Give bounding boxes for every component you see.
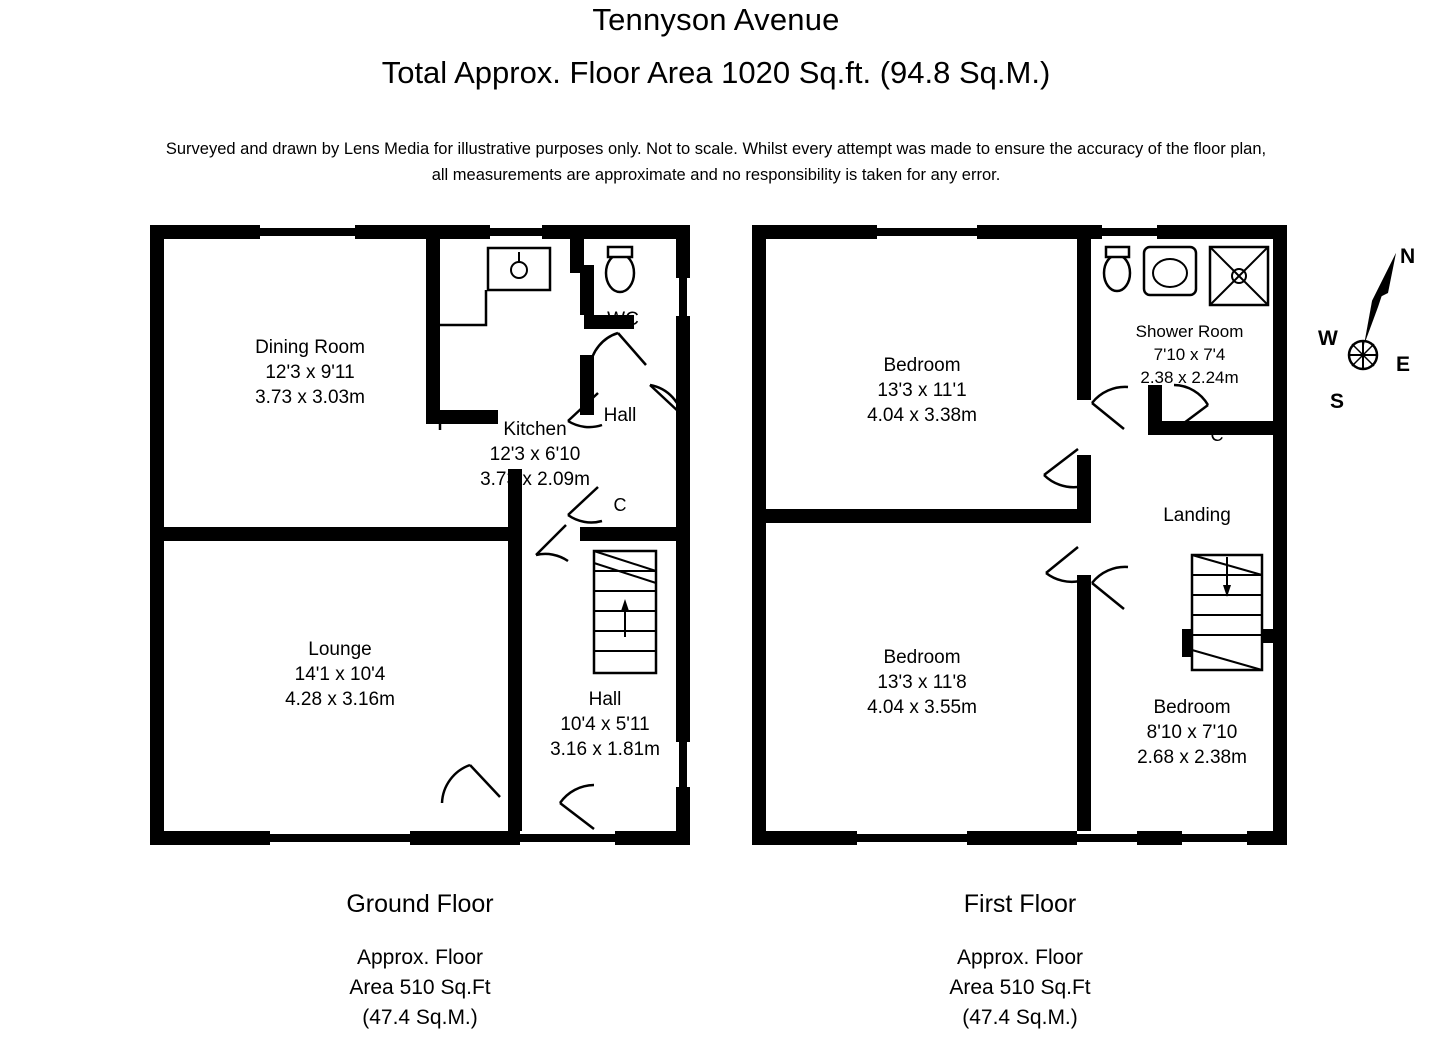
ground-floor-area-line-1: Approx. Floor: [356, 946, 484, 969]
compass-west-label: W: [1318, 327, 1338, 350]
compass-east-label: E: [1396, 353, 1411, 376]
bedroom-2-name: Bedroom: [883, 647, 961, 668]
kitchen-worktop: [440, 290, 486, 325]
wc-name: WC: [607, 309, 639, 330]
bedroom-3-name: Bedroom: [1153, 697, 1231, 718]
first-floor-area-line-1: Approx. Floor: [956, 946, 1084, 969]
dining-room-name: Dining Room: [255, 337, 365, 358]
shower-room-metric: 2.38 x 2.24m: [1140, 368, 1239, 387]
ground-floor-area-line-2: Area 510 Sq.Ft: [349, 976, 491, 999]
disclaimer-line-1: Surveyed and drawn by Lens Media for illustrative purposes only. Not to scale. Whilst every attempt was made to ensure the accuracy of the floor plan,: [165, 140, 1267, 158]
lounge-metric: 4.28 x 3.16m: [285, 689, 395, 710]
ff-door-swings: [1044, 385, 1208, 609]
ground-floor-area: [220, 943, 620, 1033]
shower-room-imperial: 7'10 x 7'4: [1153, 345, 1226, 364]
room-label-bedroom-3: [1097, 695, 1287, 770]
page-title: Tennyson Avenue: [592, 2, 840, 37]
room-label-hall-upper: [570, 403, 670, 428]
toilet-icon: [606, 254, 634, 292]
kitchen-metric: 3.73 x 2.09m: [480, 469, 590, 490]
dining-room-imperial: 12'3 x 9'11: [265, 362, 355, 383]
room-label-shower-room: [1082, 320, 1297, 389]
kitchen-name: Kitchen: [503, 419, 567, 440]
lounge-imperial: 14'1 x 10'4: [294, 664, 386, 685]
room-label-kitchen: [445, 417, 625, 492]
kitchen-imperial: 12'3 x 6'10: [489, 444, 581, 465]
compass-rose: [1318, 245, 1428, 413]
bedroom-3-imperial: 8'10 x 7'10: [1146, 722, 1238, 743]
cupboard-ground-name: C: [613, 495, 627, 515]
room-label-landing: [1122, 503, 1272, 528]
first-floor-area: [820, 943, 1220, 1033]
cupboard-first-name: C: [1210, 425, 1224, 445]
room-label-bedroom-2: [797, 645, 1047, 720]
disclaimer: [0, 136, 1432, 188]
lounge-name: Lounge: [308, 639, 372, 660]
shower-room-name: Shower Room: [1135, 322, 1244, 341]
hall-lower-metric: 3.16 x 1.81m: [550, 739, 660, 760]
bedroom-1-name: Bedroom: [883, 355, 961, 376]
room-label-hall-lower: [520, 687, 690, 762]
first-floor-plan: [752, 225, 1297, 850]
dining-room-metric: 3.73 x 3.03m: [255, 387, 365, 408]
total-area-subtitle: Total Approx. Floor Area 1020 Sq.ft. (94.8 Sq.M.): [381, 55, 1051, 90]
ground-floor-caption: Ground Floor: [346, 890, 494, 918]
first-floor-area-line-2: Area 510 Sq.Ft: [949, 976, 1091, 999]
compass-north-label: N: [1400, 245, 1416, 268]
room-label-cupboard-ground: [600, 493, 640, 518]
room-label-bedroom-1: [797, 353, 1047, 428]
landing-name: Landing: [1163, 505, 1231, 526]
disclaimer-line-2: all measurements are approximate and no responsibility is taken for any error.: [431, 166, 1001, 184]
bedroom-2-metric: 4.04 x 3.55m: [867, 697, 977, 718]
compass-south-label: S: [1330, 390, 1345, 413]
first-floor-caption: First Floor: [963, 890, 1077, 918]
bedroom-3-metric: 2.68 x 2.38m: [1137, 747, 1247, 768]
bedroom-2-imperial: 13'3 x 11'8: [877, 672, 967, 693]
room-label-dining-room: [205, 335, 415, 410]
staircase-icon: [594, 551, 656, 673]
room-label-wc: [578, 307, 668, 332]
bedroom-1-imperial: 13'3 x 11'1: [877, 380, 967, 401]
hall-lower-name: Hall: [588, 689, 622, 710]
hall-lower-imperial: 10'4 x 5'11: [560, 714, 650, 735]
ground-floor-area-line-3: (47.4 Sq.M.): [362, 1006, 478, 1029]
hall-upper-name: Hall: [603, 405, 637, 426]
first-floor-area-line-3: (47.4 Sq.M.): [962, 1006, 1078, 1029]
ground-floor-plan: [150, 225, 695, 850]
shower-room-toilet-icon: [1104, 255, 1130, 291]
room-label-lounge: [235, 637, 445, 712]
bedroom-1-metric: 4.04 x 3.38m: [867, 405, 977, 426]
staircase-down-icon: [1192, 555, 1262, 670]
room-label-cupboard-first: [1197, 423, 1237, 448]
